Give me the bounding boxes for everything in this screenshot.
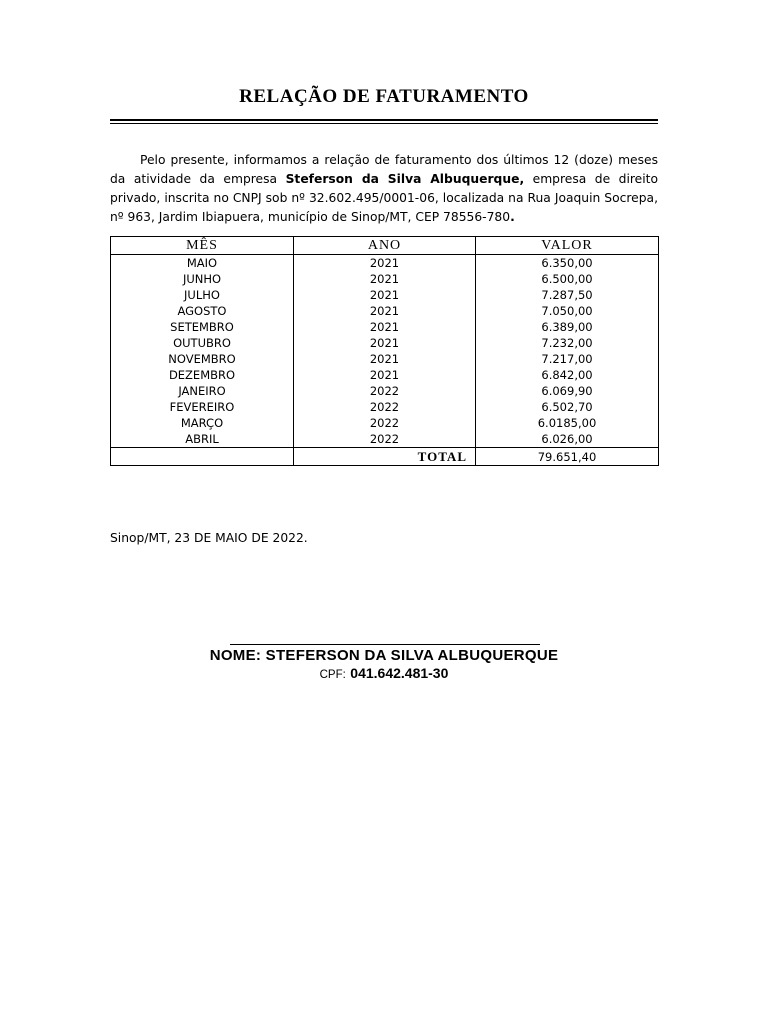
cell-year: 2022 (294, 383, 476, 399)
table-total-row (111, 448, 659, 466)
table-row (111, 335, 659, 351)
cell-year: 2021 (294, 319, 476, 335)
cell-year: 2021 (294, 271, 476, 287)
intro-end-period: . (510, 210, 515, 224)
total-label: TOTAL (294, 448, 476, 466)
total-value: 79.651,40 (476, 448, 659, 466)
billing-table (110, 236, 659, 466)
intro-text-part2: empresa de direito privado, inscrita no CNPJ sob nº 32.602.495/0001-06, localizada na Rua Joaquin Socrepa, nº 963, Jardim Ibiapuera, município de Sinop/MT, CEP 78556-780 (110, 172, 659, 224)
cell-month: OUTUBRO (111, 335, 294, 351)
total-empty-cell (111, 448, 294, 466)
cpf-number: 041.642.481-30 (350, 665, 449, 681)
table-header-row (111, 237, 659, 255)
cell-year: 2022 (294, 431, 476, 448)
signature-line (230, 644, 540, 645)
cell-value: 7.217,00 (476, 351, 659, 367)
cell-value: 6.842,00 (476, 367, 659, 383)
intro-paragraph (110, 151, 658, 227)
table-row (111, 319, 659, 335)
cell-value: 6.500,00 (476, 271, 659, 287)
cell-month: AGOSTO (111, 303, 294, 319)
table-row (111, 303, 659, 319)
cell-month: MARÇO (111, 415, 294, 431)
cell-value: 7.232,00 (476, 335, 659, 351)
company-name: Steferson da Silva Albuquerque, (285, 172, 525, 186)
document-title: RELAÇÃO DE FATURAMENTO (239, 86, 529, 107)
cell-month: SETEMBRO (111, 319, 294, 335)
cell-year: 2021 (294, 287, 476, 303)
table-row (111, 383, 659, 399)
cell-value: 6.026,00 (476, 431, 659, 448)
table-row (111, 415, 659, 431)
table-row (111, 351, 659, 367)
table-row (111, 399, 659, 415)
cell-value: 6.350,00 (476, 255, 659, 272)
title-underline-thick (110, 119, 658, 121)
cell-value: 7.287,50 (476, 287, 659, 303)
cell-value: 6.502,70 (476, 399, 659, 415)
cell-month: MAIO (111, 255, 294, 272)
cell-month: NOVEMBRO (111, 351, 294, 367)
cell-year: 2021 (294, 351, 476, 367)
table-row (111, 367, 659, 383)
table-row (111, 431, 659, 448)
cell-value: 6.069,90 (476, 383, 659, 399)
title-underline-thin (110, 123, 658, 124)
cell-value: 6.389,00 (476, 319, 659, 335)
cell-month: JANEIRO (111, 383, 294, 399)
table-row (111, 255, 659, 272)
cell-year: 2021 (294, 335, 476, 351)
cell-year: 2021 (294, 255, 476, 272)
cell-month: ABRIL (111, 431, 294, 448)
signatory-name: NOME: STEFERSON DA SILVA ALBUQUERQUE (209, 647, 559, 664)
place-and-date: Sinop/MT, 23 DE MAIO DE 2022. (110, 531, 308, 545)
cell-year: 2022 (294, 415, 476, 431)
cell-year: 2021 (294, 303, 476, 319)
header-year: ANO (294, 237, 476, 255)
cell-month: JUNHO (111, 271, 294, 287)
header-month: MÊS (111, 237, 294, 255)
cell-year: 2022 (294, 399, 476, 415)
cell-month: JULHO (111, 287, 294, 303)
signatory-cpf (110, 665, 658, 683)
table-row (111, 271, 659, 287)
cell-month: FEVEREIRO (111, 399, 294, 415)
cell-year: 2021 (294, 367, 476, 383)
table-row (111, 287, 659, 303)
cell-value: 6.0185,00 (476, 415, 659, 431)
header-value: VALOR (476, 237, 659, 255)
cell-month: DEZEMBRO (111, 367, 294, 383)
intro-text-part1: Pelo presente, informamos a relação de faturamento dos últimos 12 (doze) meses da atividade da empresa (110, 153, 658, 186)
cell-value: 7.050,00 (476, 303, 659, 319)
cpf-label: CPF: (319, 669, 346, 681)
